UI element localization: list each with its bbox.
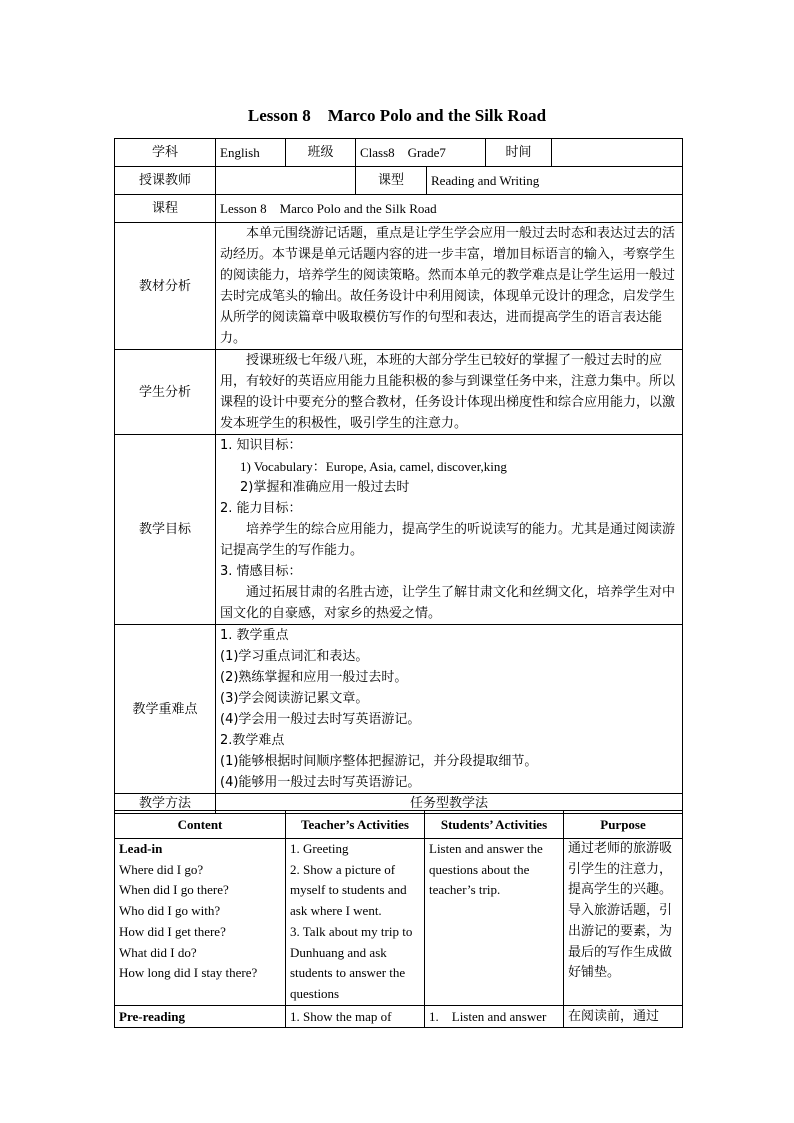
material-label: 教材分析 <box>115 223 216 350</box>
lesson-label: 课程 <box>115 195 216 223</box>
keypoint-line: (4)能够用一般过去时写英语游记。 <box>220 775 421 790</box>
teacher-label: 授课教师 <box>115 167 216 195</box>
ability-text: 培养学生的综合应用能力，提高学生的听说读写的能力。尤其是通过阅读游记提高学生的写作能力。 <box>220 522 676 558</box>
purpose-header: Purpose <box>564 811 683 839</box>
class-label: 班级 <box>286 139 356 167</box>
students-activities-header: Students’ Activities <box>425 811 564 839</box>
prereading-purpose: 在阅读前，通过 <box>564 1005 683 1027</box>
emotion-title: 3. 情感目标： <box>220 564 302 579</box>
leadin-question: What did I do? <box>119 944 197 960</box>
class-value: Class8 Grade7 <box>356 139 486 167</box>
type-label: 课型 <box>356 167 427 195</box>
objectives-label: 教学目标 <box>115 435 216 625</box>
teacher-step: 1. Greeting <box>290 841 349 856</box>
leadin-teacher-cell <box>286 839 425 1006</box>
prereading-title: Pre-reading <box>115 1005 286 1027</box>
leadin-question: Where did I go? <box>119 861 204 877</box>
students-label: 学生分析 <box>115 350 216 435</box>
leadin-content-cell <box>115 839 286 1006</box>
emotion-text: 通过拓展甘肃的名胜古迹，让学生了解甘肃文化和丝绸文化，培养学生对中国文化的自豪感，对家乡的热爱之情。 <box>220 585 676 621</box>
leadin-students-cell <box>425 839 564 1006</box>
keypoint-line: (3)学会阅读游记累文章。 <box>220 691 369 706</box>
leadin-question: When did I go there? <box>119 882 229 898</box>
method-label: 教学方法 <box>115 794 216 814</box>
keypoint-line: (2)熟练掌握和应用一般过去时。 <box>220 670 408 685</box>
leadin-question: How did I get there? <box>119 923 226 939</box>
time-label: 时间 <box>486 139 552 167</box>
method-value: 任务型教学法 <box>216 794 683 814</box>
teacher-step: 3. Talk about my trip to Dunhuang and ask students to answer the questions <box>290 923 413 1001</box>
students-text: 授课班级七年级八班，本班的大部分学生已较好的掌握了一般过去时的应用，有较好的英语应用能力且能积极的参与到课堂任务中来，注意力集中。所以课程的设计中要充分的整合教材，任务设计体现出梯度性和综合应用能力，以激发本班学生的积极性，吸引学生的注意力。 <box>220 353 676 431</box>
knowledge-item-2: 2)掌握和准确应用一般过去时 <box>240 480 410 495</box>
time-value <box>552 139 683 167</box>
keypoints-label: 教学重难点 <box>115 625 216 794</box>
knowledge-title: 1. 知识目标： <box>220 438 302 453</box>
prereading-teacher: 1. Show the map of <box>286 1005 425 1027</box>
lesson-info-table <box>114 138 683 814</box>
subject-label: 学科 <box>115 139 216 167</box>
keypoint-line: 2.教学难点 <box>220 733 285 748</box>
subject-value: English <box>216 139 286 167</box>
leadin-question: Who did I go with? <box>119 903 221 919</box>
purpose-text: 导入旅游话题，引出游记的要素，为最后的写作生成做好铺垫。 <box>568 903 673 981</box>
keypoint-line: (1)学习重点词汇和表达。 <box>220 649 369 664</box>
leadin-purpose-cell <box>564 839 683 1006</box>
type-value: Reading and Writing <box>427 167 683 195</box>
students-text-cell <box>216 350 683 435</box>
content-header: Content <box>115 811 286 839</box>
prereading-students: 1. Listen and answer <box>425 1005 564 1027</box>
teacher-activities-header: Teacher’s Activities <box>286 811 425 839</box>
purpose-text: 通过老师的旅游吸引学生的注意力，提高学生的兴趣。 <box>568 841 673 898</box>
keypoint-line: 1. 教学重点 <box>220 628 289 643</box>
lesson-value: Lesson 8 Marco Polo and the Silk Road <box>216 195 683 223</box>
objectives-cell <box>216 435 683 625</box>
students-activity: Listen and answer the questions about the teacher’s trip. <box>429 841 543 898</box>
teacher-value <box>216 167 356 195</box>
material-text-cell <box>216 223 683 350</box>
leadin-title: Lead-in <box>119 841 163 856</box>
teacher-step: 2. Show a picture of myself to students and ask where I went. <box>290 861 407 919</box>
keypoint-line: (1)能够根据时间顺序整体把握游记，并分段提取细节。 <box>220 754 538 769</box>
activities-table <box>114 810 683 1028</box>
knowledge-item-1: 1) Vocabulary：Europe, Asia, camel, discover,king <box>240 459 507 474</box>
keypoints-cell <box>216 625 683 794</box>
material-text: 本单元围绕游记话题，重点是让学生学会应用一般过去时态和表达过去的活动经历。本节课是单元话题内容的进一步丰富，增加目标语言的输入，考察学生的阅读能力，培养学生的阅读策略。然而本单元的教学难点是让学生运用一般过去时完成笔头的输出。故任务设计中利用阅读，体现单元设计的理念，启发学生从所学的阅读篇章中吸取模仿写作的句型和表达，进而提高学生的语言表达能力。 <box>220 226 676 346</box>
leadin-question: How long did I stay there? <box>119 965 258 981</box>
page-title: Lesson 8 Marco Polo and the Silk Road <box>247 106 547 125</box>
keypoint-line: (4)学会用一般过去时写英语游记。 <box>220 712 421 727</box>
ability-title: 2. 能力目标： <box>220 501 302 516</box>
